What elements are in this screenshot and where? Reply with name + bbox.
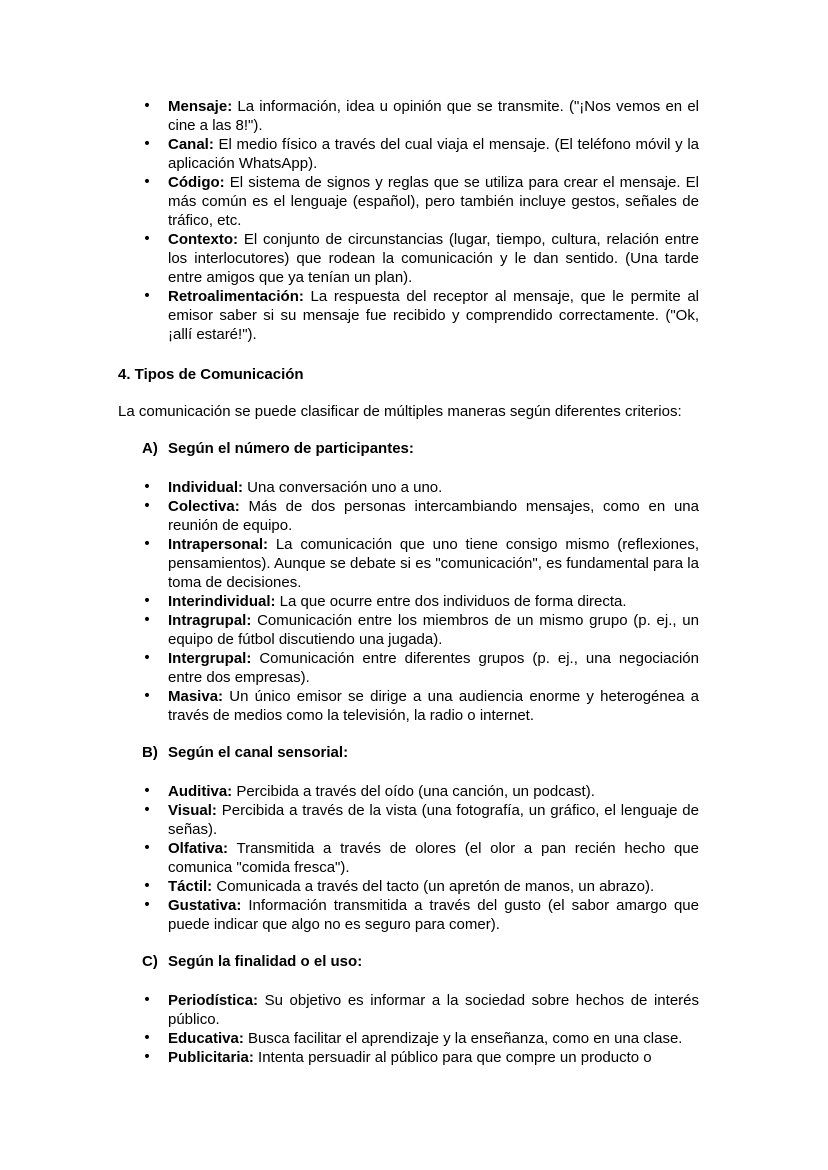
list-item-term: Canal:: [168, 136, 214, 153]
list-item-term: Intrapersonal:: [168, 536, 269, 553]
subsection-title: Según el canal sensorial:: [168, 744, 349, 761]
bullet-icon: •: [142, 1049, 152, 1065]
bullet-icon: •: [142, 536, 152, 552]
bullet-icon: •: [142, 288, 152, 304]
list-item: [118, 782, 699, 801]
subsection-c-heading: [118, 952, 699, 971]
list-item-text: Comunicada a través del tacto (un apretón de manos, un abrazo).: [212, 878, 655, 895]
list-item: [118, 97, 699, 135]
list-item-text: Percibida a través del oído (una canción, un podcast).: [232, 783, 595, 800]
list-item-text: La respuesta del receptor al mensaje, que le permite al emisor saber si su mensaje fue recibido y comprendido correctamente. ("Ok, ¡allí estaré!").: [168, 288, 699, 343]
list-item-text: Intenta persuadir al público para que compre un producto o: [253, 1049, 652, 1066]
list-item-text: El sistema de signos y reglas que se utiliza para crear el mensaje. El más común es el lenguaje (español), pero también incluye gestos, señales de tráfico, etc.: [168, 174, 699, 229]
list-item-text: Una conversación uno a uno.: [243, 479, 443, 496]
sensory-channel-types-list: [118, 782, 699, 934]
list-item-term: Táctil:: [168, 878, 213, 895]
list-item-text: Comunicación entre los miembros de un mismo grupo (p. ej., un equipo de fútbol discutiendo una jugada).: [168, 612, 699, 648]
list-item: [118, 592, 699, 611]
list-item-text: Su objetivo es informar a la sociedad sobre hechos de interés público.: [168, 992, 699, 1028]
purpose-types-list: [118, 991, 699, 1067]
bullet-icon: •: [142, 98, 152, 114]
subsection-letter: A): [142, 440, 158, 457]
list-item-text: Comunicación entre diferentes grupos (p. ej., una negociación entre dos empresas).: [168, 650, 699, 686]
list-item: [118, 497, 699, 535]
subsection-title: Según la finalidad o el uso:: [168, 953, 363, 970]
list-item: [118, 801, 699, 839]
participants-types-list: [118, 478, 699, 725]
list-item-text: Transmitida a través de olores (el olor a pan recién hecho que comunica "comida fresca").: [168, 840, 699, 876]
section-intro: La comunicación se puede clasificar de múltiples maneras según diferentes criterios:: [118, 403, 682, 420]
list-item-term: Olfativa:: [168, 840, 229, 857]
list-item: [118, 230, 699, 287]
bullet-icon: •: [142, 992, 152, 1008]
list-item-term: Gustativa:: [168, 897, 242, 914]
list-item-text: La comunicación que uno tiene consigo mismo (reflexiones, pensamientos). Aunque se debate si es "comunicación", es fundamental para la toma de decisiones.: [168, 536, 699, 591]
list-item-term: Masiva:: [168, 688, 224, 705]
bullet-icon: •: [142, 650, 152, 666]
list-item-term: Periodística:: [168, 992, 259, 1009]
bullet-icon: •: [142, 593, 152, 609]
list-item: [118, 687, 699, 725]
list-item-term: Publicitaria:: [168, 1049, 254, 1066]
bullet-icon: •: [142, 897, 152, 913]
bullet-icon: •: [142, 498, 152, 514]
bullet-icon: •: [142, 174, 152, 190]
list-item-text: Un único emisor se dirige a una audiencia enorme y heterogénea a través de medios como la televisión, la radio o internet.: [168, 688, 699, 724]
list-item-term: Colectiva:: [168, 498, 240, 515]
list-item-text: La que ocurre entre dos individuos de forma directa.: [275, 593, 627, 610]
bullet-icon: •: [142, 802, 152, 818]
bullet-icon: •: [142, 479, 152, 495]
list-item-text: El conjunto de circunstancias (lugar, tiempo, cultura, relación entre los interlocutores) que rodean la comunicación y le dan sentido. (Una tarde entre amigos que ya tenían un plan).: [168, 231, 699, 286]
list-item-term: Mensaje:: [168, 98, 233, 115]
list-item-text: Más de dos personas intercambiando mensajes, como en una reunión de equipo.: [168, 498, 699, 534]
list-item-text: Información transmitida a través del gusto (el sabor amargo que puede indicar que algo no es seguro para comer).: [168, 897, 699, 933]
list-item: [118, 896, 699, 934]
list-item-text: El medio físico a través del cual viaja el mensaje. (El teléfono móvil y la aplicación WhatsApp).: [168, 136, 699, 172]
subsection-letter: B): [142, 744, 158, 761]
section-heading: 4. Tipos de Comunicación: [118, 366, 304, 383]
subsection-title: Según el número de participantes:: [168, 440, 414, 457]
list-item-term: Auditiva:: [168, 783, 233, 800]
subsection-b-heading: [118, 743, 699, 762]
list-item: [118, 287, 699, 344]
list-item: [118, 135, 699, 173]
subsection-a-heading: [118, 439, 699, 458]
bullet-icon: •: [142, 840, 152, 856]
list-item: [118, 649, 699, 687]
bullet-icon: •: [142, 878, 152, 894]
list-item-term: Intragrupal:: [168, 612, 252, 629]
list-item-text: Busca facilitar el aprendizaje y la enseñanza, como en una clase.: [243, 1030, 683, 1047]
list-item-text: Percibida a través de la vista (una fotografía, un gráfico, el lenguaje de señas).: [168, 802, 699, 838]
list-item: [118, 1029, 699, 1048]
subsection-letter: C): [142, 953, 158, 970]
list-item-term: Educativa:: [168, 1030, 244, 1047]
bullet-icon: •: [142, 783, 152, 799]
list-item-term: Retroalimentación:: [168, 288, 304, 305]
list-item-term: Contexto:: [168, 231, 238, 248]
list-item: [118, 535, 699, 592]
list-item: [118, 478, 699, 497]
list-item-term: Visual:: [168, 802, 217, 819]
communication-elements-list: [118, 97, 699, 344]
bullet-icon: •: [142, 612, 152, 628]
list-item: [118, 991, 699, 1029]
bullet-icon: •: [142, 231, 152, 247]
list-item-term: Intergrupal:: [168, 650, 252, 667]
list-item: [118, 1048, 699, 1067]
list-item: [118, 839, 699, 877]
bullet-icon: •: [142, 1030, 152, 1046]
bullet-icon: •: [142, 136, 152, 152]
list-item-text: La información, idea u opinión que se transmite. ("¡Nos vemos en el cine a las 8!").: [168, 98, 699, 134]
list-item-term: Individual:: [168, 479, 243, 496]
list-item-term: Código:: [168, 174, 225, 191]
bullet-icon: •: [142, 688, 152, 704]
list-item: [118, 611, 699, 649]
list-item: [118, 877, 699, 896]
list-item-term: Interindividual:: [168, 593, 276, 610]
page-content: [118, 97, 699, 1067]
list-item: [118, 173, 699, 230]
